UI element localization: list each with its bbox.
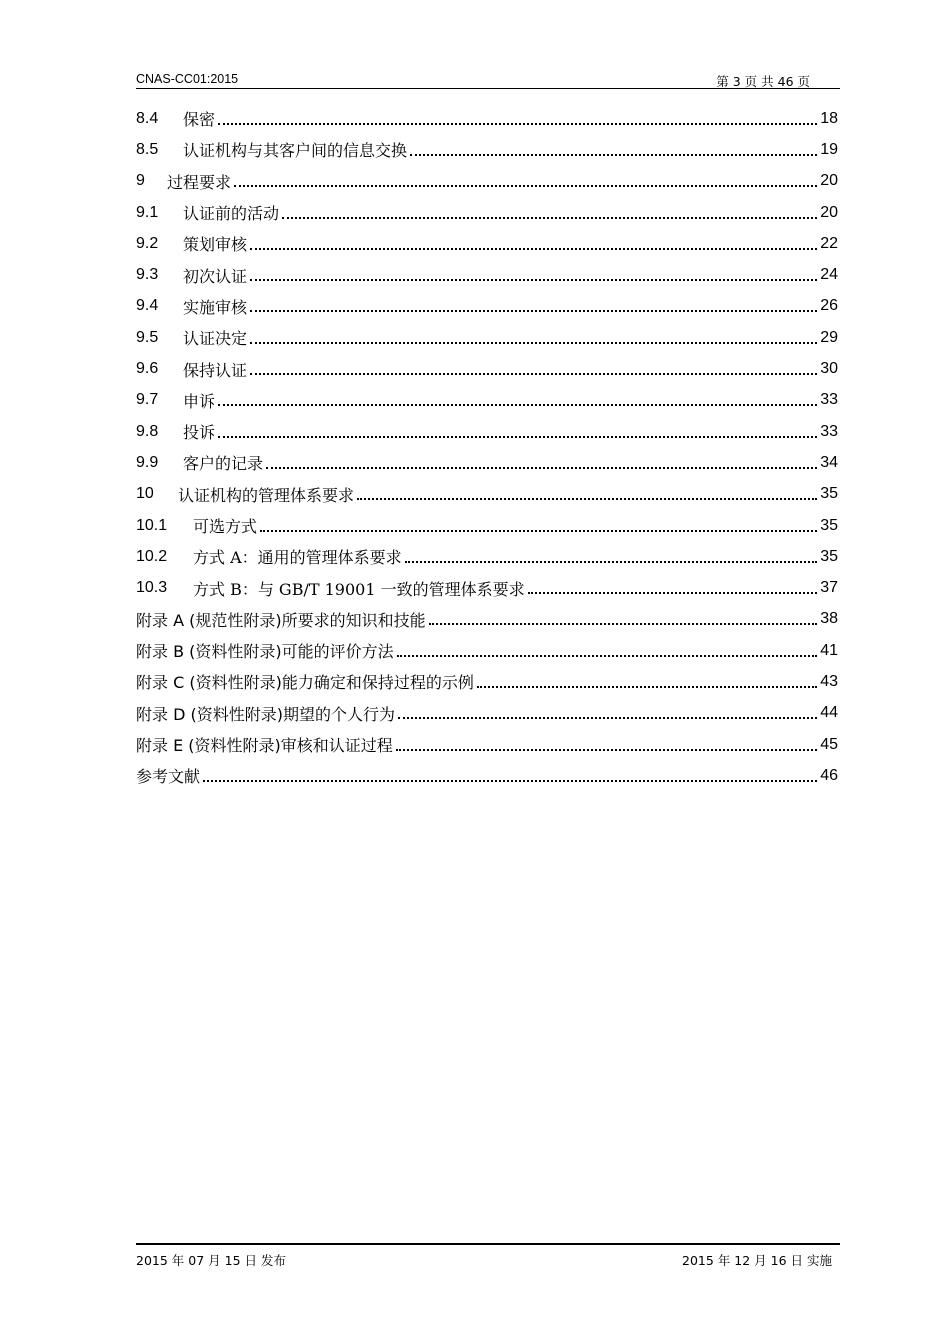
toc-entry-page: 35 [820, 547, 838, 565]
toc-entry-number: 9.6 [136, 360, 159, 378]
toc-entry-title: 客户的记录 [183, 454, 264, 474]
toc-dot-leader [250, 329, 817, 347]
toc-entry-title: 认证机构与其客户间的信息交换 [183, 141, 408, 161]
toc-dot-leader [398, 704, 817, 722]
toc-entry-title: 保密 [183, 110, 216, 130]
toc-entry-title: 过程要求 [167, 172, 232, 192]
toc-dot-leader [218, 110, 817, 128]
toc-entry-number: 10 [136, 485, 154, 503]
toc-entry[interactable] [136, 416, 838, 447]
toc-dot-leader [282, 204, 817, 222]
toc-dot-leader [203, 767, 817, 785]
toc-entry[interactable] [136, 228, 838, 259]
toc-dot-leader [260, 517, 817, 535]
toc-entry-page: 46 [820, 766, 838, 784]
toc-entry-title: 附录 A (规范性附录)所要求的知识和技能 [136, 610, 426, 630]
toc-dot-leader [250, 266, 817, 284]
toc-entry-number: 9.3 [136, 266, 159, 284]
toc-entry[interactable] [136, 259, 838, 290]
toc-entry-title: 认证机构的管理体系要求 [178, 485, 355, 505]
toc-dot-leader [429, 610, 818, 628]
toc-entry-number: 9.2 [136, 234, 159, 252]
effective-date: 2015 年 12 月 16 日 实施 [682, 1253, 832, 1268]
toc-entry-page: 35 [820, 516, 838, 534]
toc-entry-number: 9 [136, 172, 145, 190]
issue-date: 2015 年 07 月 15 日 发布 [136, 1253, 286, 1268]
toc-entry[interactable] [136, 103, 838, 134]
toc-dot-leader [218, 391, 817, 409]
toc-entry-page: 24 [820, 266, 838, 284]
toc-dot-leader [396, 736, 817, 754]
toc-entry-page: 44 [820, 704, 838, 722]
toc-entry-number: 9.4 [136, 297, 159, 315]
toc-dot-leader [250, 235, 817, 253]
toc-entry-title: 方式 B：与 GB/T 19001 一致的管理体系要求 [193, 579, 525, 599]
toc-entry-page: 41 [820, 641, 838, 659]
toc-entry-title: 附录 C (资料性附录)能力确定和保持过程的示例 [136, 673, 474, 693]
toc-entry-page: 20 [820, 172, 838, 190]
toc-entry-title: 可选方式 [193, 517, 258, 536]
toc-entry-title: 附录 E (资料性附录)审核和认证过程 [136, 736, 393, 756]
toc-entry[interactable] [136, 666, 838, 697]
toc-dot-leader [410, 141, 817, 159]
toc-entry-page: 43 [820, 672, 838, 690]
toc-entry-title: 认证决定 [183, 329, 248, 349]
toc-entry-title: 附录 B (资料性附录)可能的评价方法 [136, 642, 394, 662]
toc-entry-page: 37 [820, 579, 838, 597]
toc-entry[interactable] [136, 322, 838, 353]
toc-entry-title: 申诉 [183, 391, 216, 411]
toc-entry-number: 10.1 [136, 516, 168, 534]
toc-entry-number: 9.7 [136, 391, 159, 409]
toc-entry-title: 投诉 [183, 423, 216, 443]
toc-dot-leader [250, 297, 817, 315]
toc-entry[interactable] [136, 635, 838, 666]
toc-entry[interactable] [136, 604, 838, 635]
table-of-contents [136, 103, 838, 792]
toc-entry-page: 19 [820, 140, 838, 158]
toc-entry-page: 45 [820, 735, 838, 753]
toc-dot-leader [477, 673, 817, 691]
toc-entry[interactable] [136, 385, 838, 416]
toc-entry-page: 20 [820, 203, 838, 221]
toc-entry-title: 实施审核 [183, 297, 248, 317]
toc-entry-title: 参考文献 [136, 767, 201, 787]
toc-entry-number: 8.5 [136, 140, 159, 158]
toc-dot-leader [250, 360, 817, 378]
toc-entry-number: 9.9 [136, 453, 159, 471]
toc-entry-title: 策划审核 [183, 235, 248, 255]
toc-dot-leader [528, 579, 818, 597]
toc-entry-page: 29 [820, 328, 838, 346]
toc-entry-number: 9.1 [136, 203, 159, 221]
toc-entry[interactable] [136, 541, 838, 572]
toc-dot-leader [405, 548, 818, 566]
toc-entry-page: 33 [820, 391, 838, 409]
page-number-info: 第 3 页 共 46 页 [716, 74, 810, 89]
page-footer [136, 1243, 840, 1268]
toc-dot-leader [218, 423, 817, 441]
toc-entry[interactable] [136, 760, 838, 791]
toc-entry[interactable] [136, 166, 838, 197]
toc-entry[interactable] [136, 134, 838, 165]
toc-dot-leader [266, 454, 817, 472]
document-code: CNAS-CC01:2015 [136, 72, 239, 86]
toc-entry-page: 30 [820, 360, 838, 378]
toc-entry-number: 9.5 [136, 328, 159, 346]
toc-entry-number: 9.8 [136, 422, 159, 440]
toc-entry[interactable] [136, 291, 838, 322]
toc-entry-page: 38 [820, 610, 838, 628]
toc-dot-leader [234, 172, 817, 190]
toc-entry-number: 8.4 [136, 109, 159, 127]
toc-entry-page: 33 [820, 422, 838, 440]
toc-entry[interactable] [136, 197, 838, 228]
toc-entry-page: 26 [820, 297, 838, 315]
toc-entry[interactable] [136, 510, 838, 541]
toc-entry[interactable] [136, 479, 838, 510]
toc-entry[interactable] [136, 353, 838, 384]
toc-entry-title: 附录 D (资料性附录)期望的个人行为 [136, 704, 395, 724]
toc-entry-title: 方式 A：通用的管理体系要求 [193, 548, 402, 568]
toc-entry[interactable] [136, 698, 838, 729]
toc-entry-title: 认证前的活动 [183, 204, 280, 224]
page-header [136, 68, 840, 89]
toc-entry-page: 35 [820, 485, 838, 503]
toc-dot-leader [397, 642, 818, 660]
toc-dot-leader [357, 485, 817, 503]
toc-entry-page: 34 [820, 453, 838, 471]
toc-entry[interactable] [136, 572, 838, 603]
toc-entry[interactable] [136, 729, 838, 760]
toc-entry-number: 10.3 [136, 579, 168, 597]
toc-entry-title: 初次认证 [183, 266, 248, 286]
toc-entry-number: 10.2 [136, 547, 168, 565]
toc-entry-page: 18 [820, 109, 838, 127]
toc-entry[interactable] [136, 447, 838, 478]
toc-entry-title: 保持认证 [183, 360, 248, 380]
toc-entry-page: 22 [820, 234, 838, 252]
